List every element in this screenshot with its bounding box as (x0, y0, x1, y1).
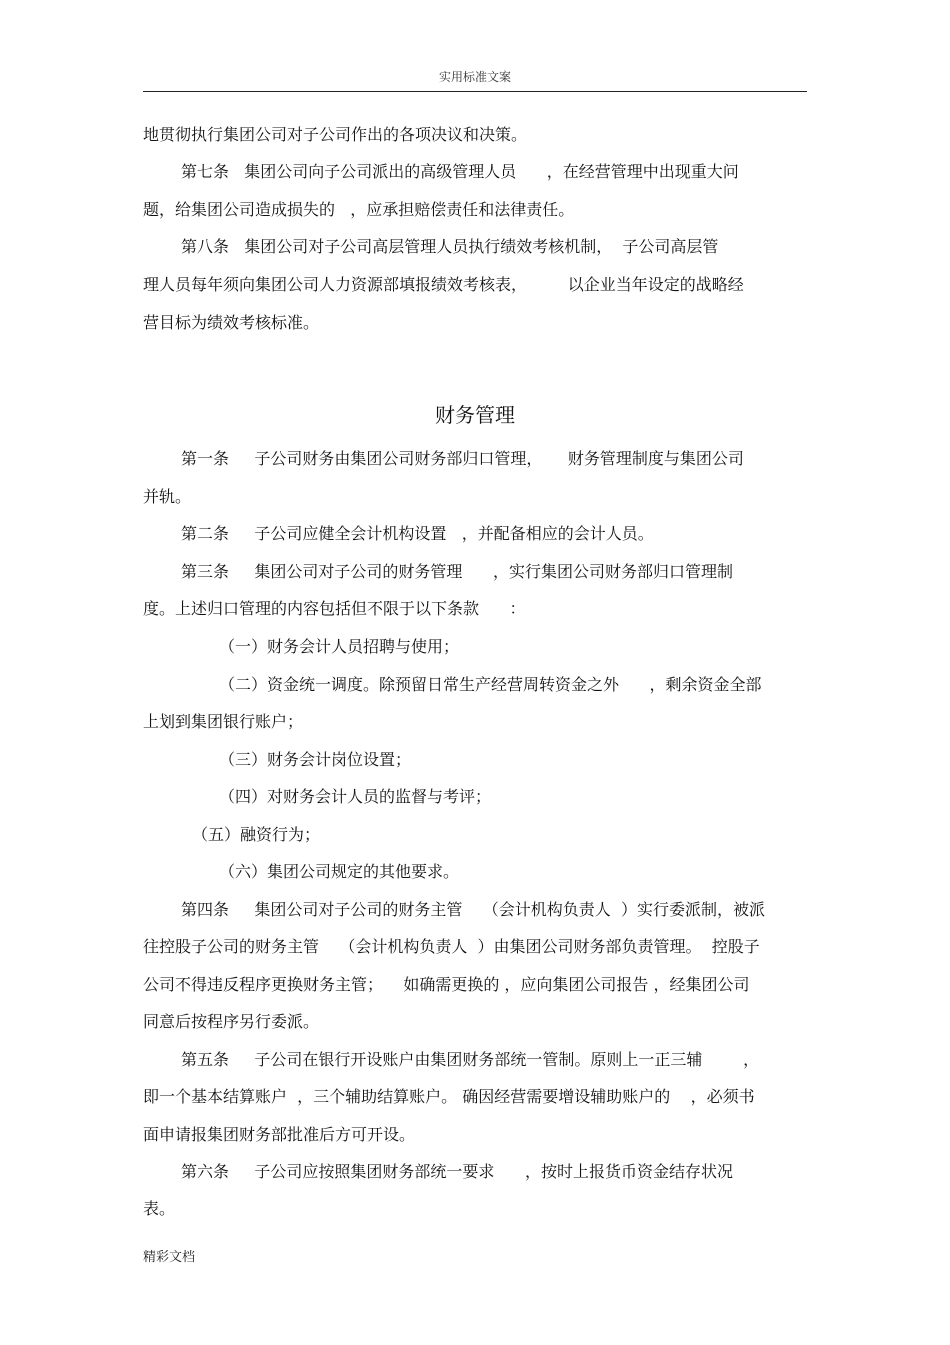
list-item-2-line-2: 上划到集团银行账户； (143, 712, 304, 731)
list-item-6: （六）集团公司规定的其他要求。 (219, 862, 460, 881)
article-7-line-2: 题，给集团公司造成损失的 ，应承担赔偿责任和法律责任。 (143, 200, 575, 219)
list-item-1: （一）财务会计人员招聘与使用； (219, 637, 460, 656)
finance-article-5-line-2: 即一个基本结算账户 ，三个辅助结算账户。 确因经营需要增设辅助账户的 ，必须书 (143, 1087, 755, 1106)
article-7-line-1: 第七条 集团公司向子公司派出的高级管理人员 ，在经营管理中出现重大问 (181, 162, 739, 181)
finance-article-4-line-4: 同意后按程序另行委派。 (143, 1012, 320, 1031)
finance-article-6-line-1: 第六条 子公司应按照集团财务部统一要求 ，按时上报货币资金结存状况 (181, 1162, 733, 1181)
list-item-5: （五）融资行为； (192, 825, 321, 844)
finance-article-1-line-1: 第一条 子公司财务由集团公司财务部归口管理， 财务管理制度与集团公司 (181, 449, 744, 468)
finance-article-2: 第二条 子公司应健全会计机构设置 ，并配备相应的会计人员。 (181, 524, 654, 543)
finance-article-4-line-2: 往控股子公司的财务主管 （会计机构负责人 ）由集团公司财务部负责管理。 控股子 (143, 937, 760, 956)
finance-article-5-line-3: 面申请报集团财务部批准后方可开设。 (143, 1125, 416, 1144)
paragraph-line: 地贯彻执行集团公司对子公司作出的各项决议和决策。 (143, 125, 528, 144)
list-item-4: （四）对财务会计人员的监督与考评； (219, 787, 492, 806)
section-title: 财务管理 (435, 403, 515, 427)
header-divider (143, 91, 807, 92)
list-item-3: （三）财务会计岗位设置； (219, 750, 412, 769)
finance-article-3-line-1: 第三条 集团公司对子公司的财务管理 ，实行集团公司财务部归口管理制 (181, 562, 733, 581)
article-8-line-2: 理人员每年须向集团公司人力资源部填报绩效考核表， 以企业当年设定的战略经 (143, 275, 744, 294)
page-header: 实用标准文案 (438, 70, 511, 84)
article-8-line-3: 营目标为绩效考核标准。 (143, 313, 320, 332)
page-footer: 精彩文档 (143, 1250, 196, 1265)
article-8-line-1: 第八条 集团公司对子公司高层管理人员执行绩效考核机制， 子公司高层管 (181, 237, 719, 256)
finance-article-4-line-3: 公司不得违反程序更换财务主管； 如确需更换的 ，应向集团公司报告 ，经集团公司 (143, 975, 750, 994)
list-item-2-line-1: （二）资金统一调度。除预留日常生产经营周转资金之外 ，剩余资金全部 (219, 675, 762, 694)
finance-article-5-line-1: 第五条 子公司在银行开设账户由集团财务部统一管制。原则上一正三辅 ， (181, 1050, 760, 1069)
finance-article-3-line-2: 度。上述归口管理的内容包括但不限于以下条款 ： (143, 599, 526, 618)
finance-article-6-line-2: 表。 (143, 1199, 176, 1218)
finance-article-1-line-2: 并轨。 (143, 487, 192, 506)
finance-article-4-line-1: 第四条 集团公司对子公司的财务主管 （会计机构负责人 ）实行委派制，被派 (181, 900, 765, 919)
